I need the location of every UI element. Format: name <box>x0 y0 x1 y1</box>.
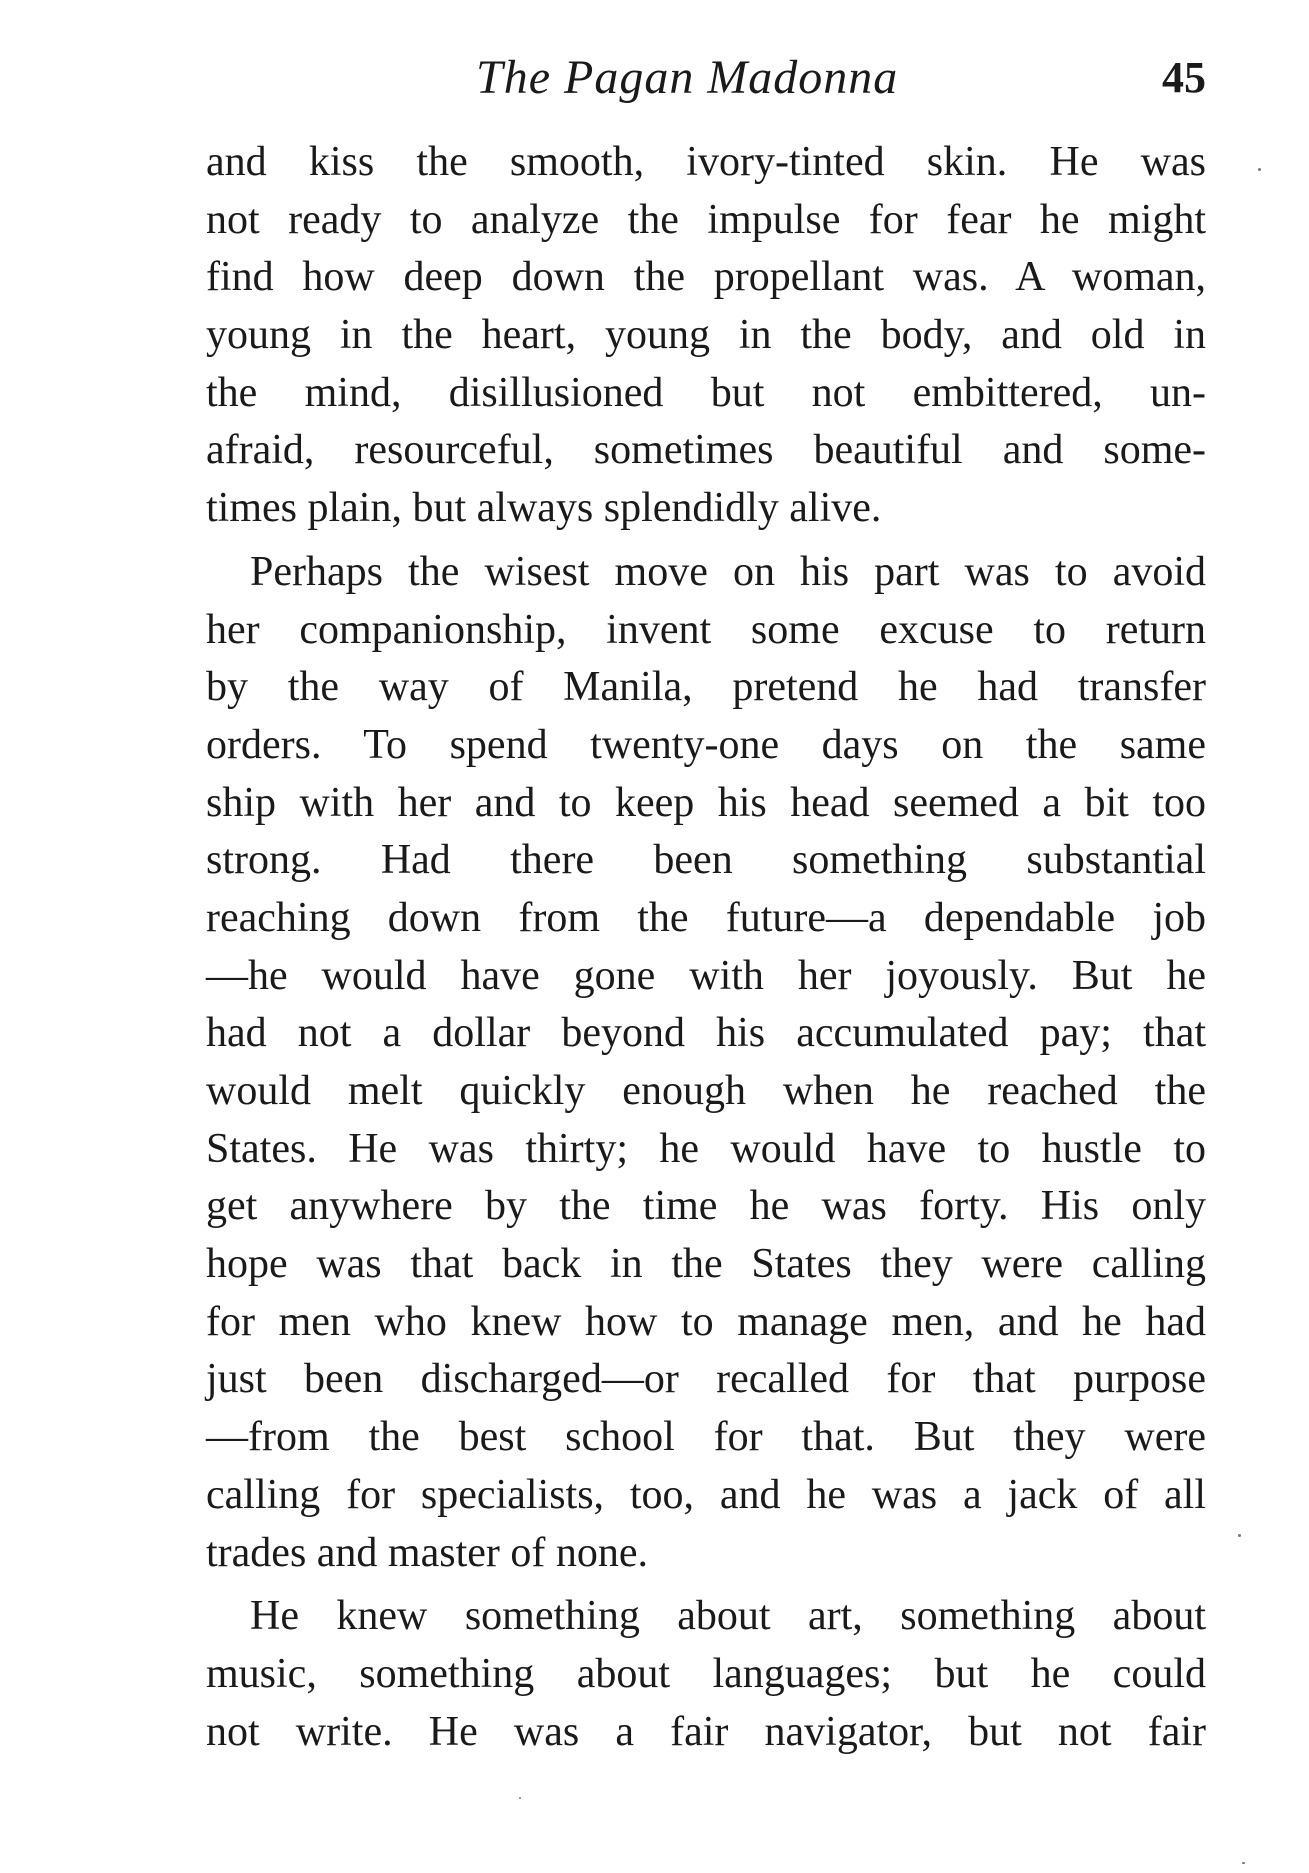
text-line: —he would have gone with her joyously. But he <box>206 952 1206 999</box>
text-line: just been discharged—or recalled for that purpose <box>206 1356 1206 1403</box>
text-line: Perhaps the wisest move on his part was to avoid <box>250 548 1206 595</box>
scan-speck <box>1238 1534 1241 1537</box>
text-line: not ready to analyze the impulse for fear he might <box>206 196 1206 243</box>
text-line: young in the heart, young in the body, and old in <box>206 312 1206 359</box>
running-head <box>206 48 1206 108</box>
text-line: and kiss the smooth, ivory-tinted skin. He was <box>206 139 1206 185</box>
text-line: hope was that back in the States they were calling <box>206 1241 1206 1288</box>
scan-speck <box>519 1797 521 1799</box>
text-line: by the way of Manila, pretend he had transfer <box>206 664 1206 711</box>
text-line: ship with her and to keep his head seemed a bit too <box>206 779 1206 826</box>
paragraph-1 <box>206 134 1206 538</box>
text-line: strong. Had there been something substantial <box>206 837 1206 884</box>
text-line: calling for specialists, too, and he was a jack of all <box>206 1471 1206 1518</box>
text-line: States. He was thirty; he would have to hustle to <box>206 1125 1206 1172</box>
paragraph-3 <box>206 1588 1206 1761</box>
text-line: would melt quickly enough when he reached the <box>206 1068 1206 1114</box>
text-line: the mind, disillusioned but not embittered, un- <box>206 369 1206 416</box>
text-line: —from the best school for that. But they were <box>206 1414 1206 1461</box>
text-line: her companionship, invent some excuse to return <box>206 606 1206 653</box>
text-line: reaching down from the future—a dependable job <box>206 894 1206 941</box>
body-text <box>206 134 1206 1767</box>
text-line: He knew something about art, something about <box>250 1593 1206 1640</box>
text-line: find how deep down the propellant was. A woman, <box>206 254 1206 301</box>
text-line: for men who knew how to manage men, and he had <box>206 1298 1206 1345</box>
text-line: music, something about languages; but he could <box>206 1650 1206 1697</box>
page-number: 45 <box>1162 53 1206 102</box>
text-line: trades and master of none. <box>206 1529 649 1576</box>
text-line: get anywhere by the time he was forty. His only <box>206 1183 1206 1230</box>
text-line: afraid, resourceful, sometimes beautiful and some- <box>206 427 1206 474</box>
scan-speck <box>1242 1862 1245 1864</box>
text-line: had not a dollar beyond his accumulated pay; that <box>206 1010 1206 1057</box>
text-line: not write. He was a fair navigator, but not fair <box>206 1708 1206 1755</box>
paragraph-2 <box>206 544 1206 1582</box>
text-line: orders. To spend twenty-one days on the same <box>206 721 1206 768</box>
scan-speck <box>1258 168 1261 171</box>
running-title: The Pagan Madonna <box>476 51 899 104</box>
text-line: times plain, but always splendidly alive. <box>206 485 882 532</box>
